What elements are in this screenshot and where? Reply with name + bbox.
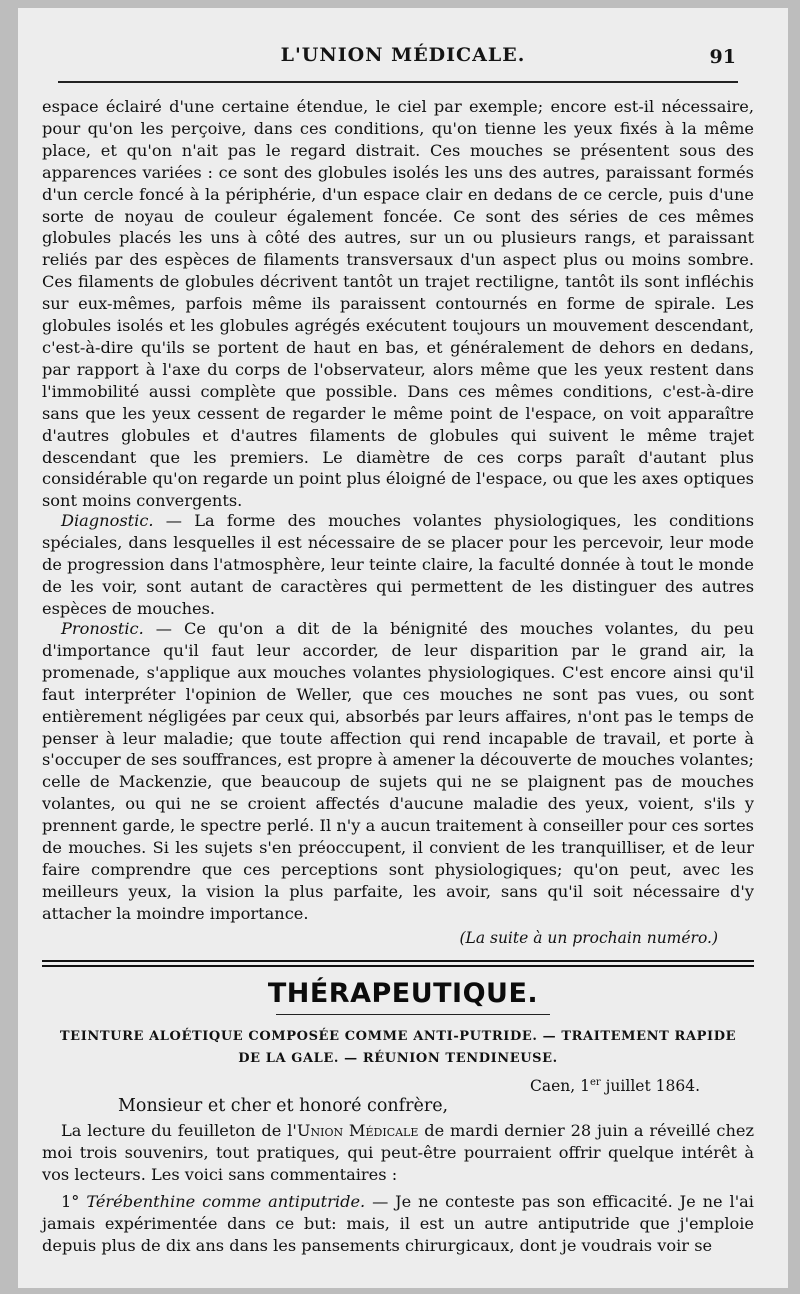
body-paragraph xyxy=(42,96,754,512)
article-title-line: TEINTURE ALOÉTIQUE COMPOSÉE COMME ANTI-PUTRIDE. — TRAITEMENT RAPIDE xyxy=(59,1029,737,1044)
dateline-main: Caen, 1 xyxy=(530,1077,590,1096)
letter-paragraph xyxy=(42,1120,754,1186)
letter-text-end: de mardi dernier 28 juin a réveillé chez moi trois souvenirs, tout pratiques, qui peut-être pourraient offrir quelque intérêt à vos lecteurs. Les voici sans commentaires : xyxy=(42,1121,754,1184)
letter-text-start: La lecture du feuilleton de l' xyxy=(61,1121,297,1140)
salutation: Monsieur et cher et honoré confrère, xyxy=(118,1096,449,1116)
paragraph-text xyxy=(42,618,754,925)
running-title: L'UNION MÉDICALE. xyxy=(280,44,526,66)
pronostic-label: Pronostic. xyxy=(61,619,144,638)
dateline-sup: er xyxy=(590,1077,601,1088)
article-title-line: DE LA GALE. — RÉUNION TENDINEUSE. xyxy=(238,1051,558,1066)
section-rule-bottom xyxy=(42,965,754,967)
article-title xyxy=(48,1026,748,1070)
pronostic-paragraph xyxy=(42,618,754,925)
diagnostic-label: Diagnostic. xyxy=(61,511,154,530)
paragraph-text xyxy=(42,510,754,620)
paragraph-text xyxy=(42,1191,754,1257)
dateline-rest: juillet 1864. xyxy=(600,1077,700,1096)
continued-note: (La suite à un prochain numéro.) xyxy=(459,929,718,947)
header-rule xyxy=(58,81,738,83)
document-page xyxy=(18,8,788,1288)
journal-name: Union Médicale xyxy=(296,1121,419,1140)
pronostic-text: — Ce qu'on a dit de la bénignité des mouches volantes, du peu d'importance qu'il faut leur accorder, de leur disparition par le grand air, la promenade, s'applique aux mouches volantes physiologiques. C'est encore ainsi qu'il faut interpréter l'opinion de Weller, que ces mouches ne sont pas vues, ou sont entièrement négligées par ceux qui, absorbés par leurs affaires, n'ont pas le temps de penser à leur maladie; que toute affection qui rend incapable de travail, et porte à s'occuper de ses souffrances, est propre à amener la découverte de mouches volantes; celle de Mackenzie, que beaucoup de sujets qui ne se plaignent pas de mouches volantes, ou qui ne se croient affectés d'aucune maladie des yeux, voient, s'ils y prennent garde, le spectre perlé. Il n'y a aucun traitement à conseiller pour ces sortes de mouches. Si les sujets s'en préoccupent, il convient de les tranquilliser, et de leur faire comprendre que ces perceptions sont physiologiques; qu'on peut, avec les meilleurs yeux, la vision la plus parfaite, les avoir, sans qu'il soit nécessaire d'y attacher la moindre importance. xyxy=(42,619,754,923)
section-rule-top xyxy=(42,960,754,962)
page-number: 91 xyxy=(709,46,736,68)
running-head xyxy=(18,44,788,74)
paragraph-text xyxy=(42,1120,754,1186)
item-number: 1° xyxy=(61,1192,87,1211)
diagnostic-paragraph xyxy=(42,510,754,620)
item-label: Térébenthine comme antiputride. xyxy=(86,1192,366,1211)
paragraph-text: espace éclairé d'une certaine étendue, le ciel par exemple; encore est-il nécessaire, pour qu'on les perçoive, dans ces conditions, qu'on tienne les yeux fixés à la même place, et qu'on n'ait pas le regard distrait. Ces mouches se présentent sous des apparences variées : ce sont des globules isolés les uns des autres, paraissant formés d'un cercle foncé à la périphérie, d'un espace clair en dedans de ce cercle, puis d'une sorte de noyau de couleur également foncée. Ce sont des séries de ces mêmes globules placés les uns à côté des autres, sur un ou plusieurs rangs, et paraissant reliés par des espèces de filaments transversaux d'un aspect plus ou moins sombre. Ces filaments de globules décrivent tantôt un trajet rectiligne, tantôt ils sont infléchis sur eux-mêmes, parfois même ils paraissent contournés en forme de spirale. Les globules isolés et les globules agrégés exécutent toujours un mouvement descendant, c'est-à-dire qu'ils se portent de haut en bas, et généralement de dehors en dedans, par rapport à l'axe du corps de l'observateur, alors même que les yeux restent dans l'immobilité aussi complète que possible. Dans ces mêmes conditions, c'est-à-dire sans que les yeux cessent de regarder le même point de l'espace, on voit apparaître d'autres globules et d'autres filaments de globules qui suivent le même trajet descendant que les premiers. Le diamètre de ces corps paraît d'autant plus considérable qu'on regarde un point plus éloigné de l'espace, ou que les axes optiques sont moins convergents. xyxy=(42,97,754,511)
diagnostic-text: — La forme des mouches volantes physiologiques, les conditions spéciales, dans lesquelles il est nécessaire de se placer pour les percevoir, leur mode de progression dans l'atmosphère, leur teinte claire, la faculté donnée à tout le monde de les voir, sont autant de caractères qui permettent de les distinguer des autres espèces de mouches. xyxy=(42,511,754,618)
item-text: — Je ne conteste pas son efficacité. Je ne l'ai jamais expérimentée dans ce but: mais, il est un autre antiputride que j'emploie depuis plus de dix ans dans les pansements chirurgicaux, dont je voudrais voir se xyxy=(42,1192,754,1255)
letter-item xyxy=(42,1191,754,1257)
dateline xyxy=(530,1077,700,1095)
section-title: THÉRAPEUTIQUE. xyxy=(267,978,539,1009)
section-title-rule xyxy=(276,1014,550,1015)
